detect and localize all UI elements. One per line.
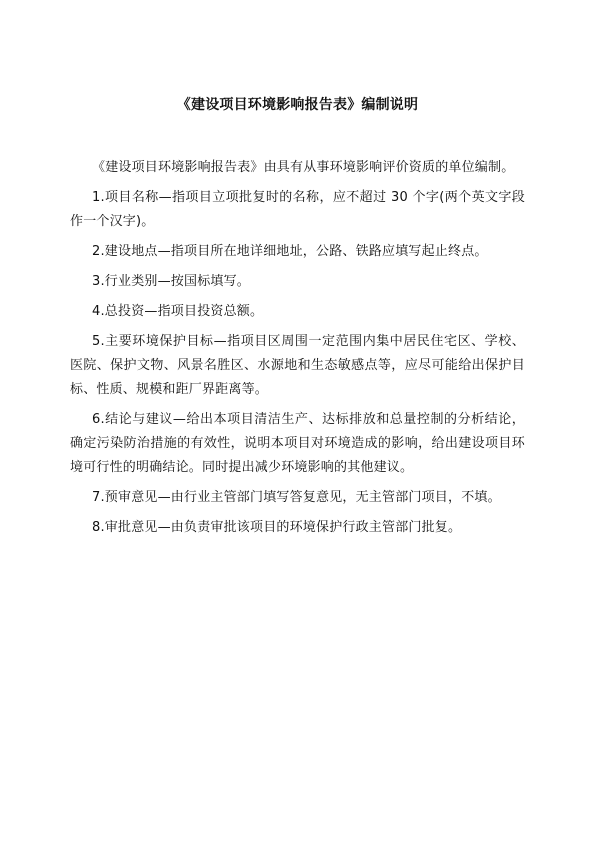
document-body: [70, 156, 525, 546]
item-2-paragraph: 2.建设地点—指项目所在地详细地址，公路、铁路应填写起止终点。: [92, 244, 488, 259]
item-6-paragraph: 6.结论与建议—给出本项目清洁生产、达标排放和总量控制的分析结论，确定污染防治措施的有效性，说明本项目对环境造成的影响，给出建设项目环境可行性的明确结论。同时提出减少环境影响的其他建议。: [70, 412, 525, 475]
item-5-paragraph: 5.主要环境保护目标—指项目区周围一定范围内集中居民住宅区、学校、医院、保护文物、风景名胜区、水源地和生态敏感点等，应尽可能给出保护目标、性质、规模和距厂界距离等。: [70, 334, 525, 397]
item-3-paragraph: 3.行业类别—按国标填写。: [92, 274, 251, 289]
item-7-paragraph: 7.预审意见—由行业主管部门填写答复意见，无主管部门项目，不填。: [92, 490, 501, 505]
item-1-paragraph: 1.项目名称—指项目立项批复时的名称，应不超过 30 个字(两个英文字段作一个汉字)。: [70, 190, 525, 229]
document-title: 《建设项目环境影响报告表》编制说明: [176, 97, 419, 113]
intro-paragraph: 《建设项目环境影响报告表》由具有从事环境影响评价资质的单位编制。: [92, 160, 515, 175]
item-8-paragraph: 8.审批意见—由负责审批该项目的环境保护行政主管部门批复。: [92, 520, 462, 535]
item-4-paragraph: 4.总投资—指项目投资总额。: [92, 304, 264, 319]
